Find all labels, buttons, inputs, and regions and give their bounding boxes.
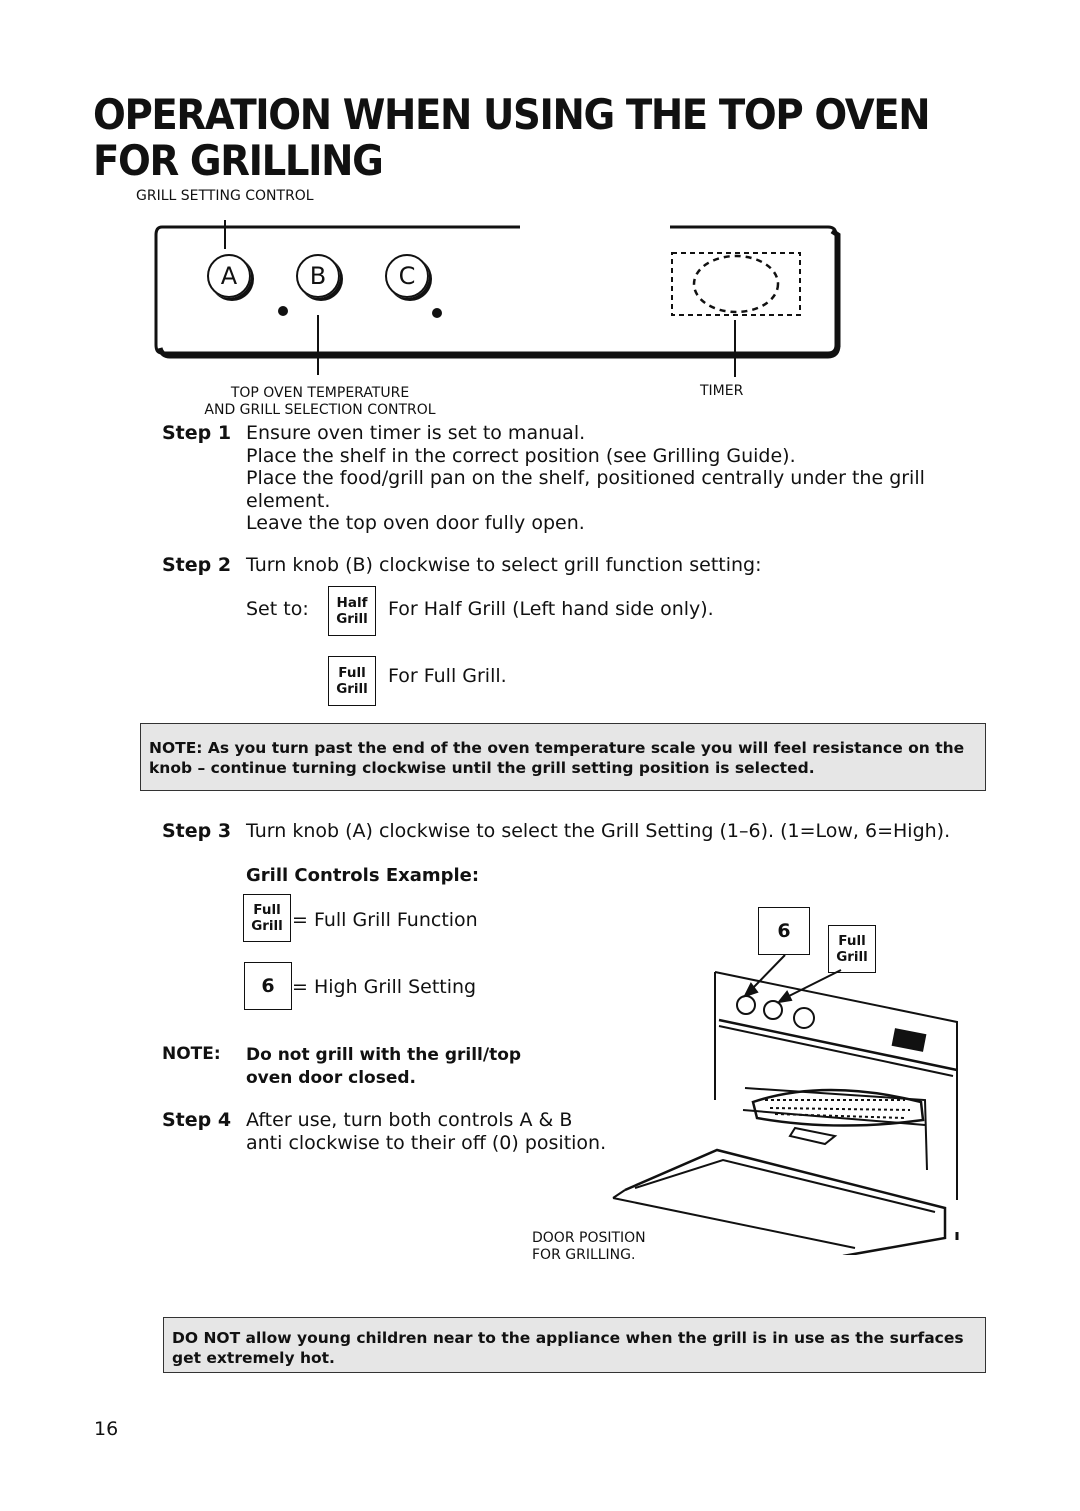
half-grill-symbol: Half Grill: [328, 586, 376, 636]
half-grill-text: For Half Grill (Left hand side only).: [388, 598, 714, 620]
oven-setting-6: 6: [758, 907, 810, 955]
step4-text: After use, turn both controls A & B anti clockwise to their off (0) position.: [246, 1109, 607, 1154]
control-panel-diagram: [140, 205, 860, 380]
example-full-grill-symbol: Full Grill: [243, 894, 291, 942]
knob-a: A: [207, 254, 251, 298]
high-grill-setting-text: = High Grill Setting: [292, 976, 477, 998]
set-to-label: Set to:: [246, 598, 309, 620]
resistance-note: NOTE: As you turn past the end of the oven temperature scale you will feel resistance on the knob – continue turning clockwise until the grill setting position is selected.: [140, 723, 986, 791]
step3-text: Turn knob (A) clockwise to select the Grill Setting (1–6). (1=Low, 6=High).: [246, 820, 951, 842]
full-grill-text: For Full Grill.: [388, 665, 507, 687]
top-oven-control-label: TOP OVEN TEMPERATURE AND GRILL SELECTION CONTROL: [204, 385, 436, 418]
full-grill-symbol: Full Grill: [328, 656, 376, 706]
example-setting-6: 6: [244, 962, 292, 1010]
page-number: 16: [94, 1418, 119, 1440]
step3-label: Step 3: [162, 820, 232, 842]
knob-b: B: [296, 254, 340, 298]
step4-label: Step 4: [162, 1109, 232, 1131]
full-grill-function-text: = Full Grill Function: [292, 909, 478, 931]
timer-label: TIMER: [700, 383, 744, 399]
step1-label: Step 1: [162, 422, 232, 444]
knob-c: C: [385, 254, 429, 298]
children-warning: DO NOT allow young children near to the appliance when the grill is in use as the surfaces get extremely hot.: [163, 1317, 986, 1373]
step1-text: Ensure oven timer is set to manual. Place the shelf in the correct position (see Grilling Guide). Place the food/grill pan on the shelf, positioned centrally under the grill element. Leave the top oven door fully open.: [246, 422, 925, 534]
note2-text: Do not grill with the grill/top oven door closed.: [246, 1045, 522, 1088]
oven-door-illustration: [605, 950, 975, 1255]
oven-full-grill-symbol: Full Grill: [828, 925, 876, 973]
example-heading: Grill Controls Example:: [246, 865, 480, 886]
step2-text: Turn knob (B) clockwise to select grill function setting:: [246, 554, 762, 576]
door-position-label: DOOR POSITION FOR GRILLING.: [532, 1230, 646, 1263]
step2-label: Step 2: [162, 554, 232, 576]
note2-label: NOTE:: [162, 1044, 221, 1064]
page-title: OPERATION WHEN USING THE TOP OVEN FOR GRILLING: [93, 90, 930, 185]
grill-setting-control-label: GRILL SETTING CONTROL: [136, 188, 314, 204]
